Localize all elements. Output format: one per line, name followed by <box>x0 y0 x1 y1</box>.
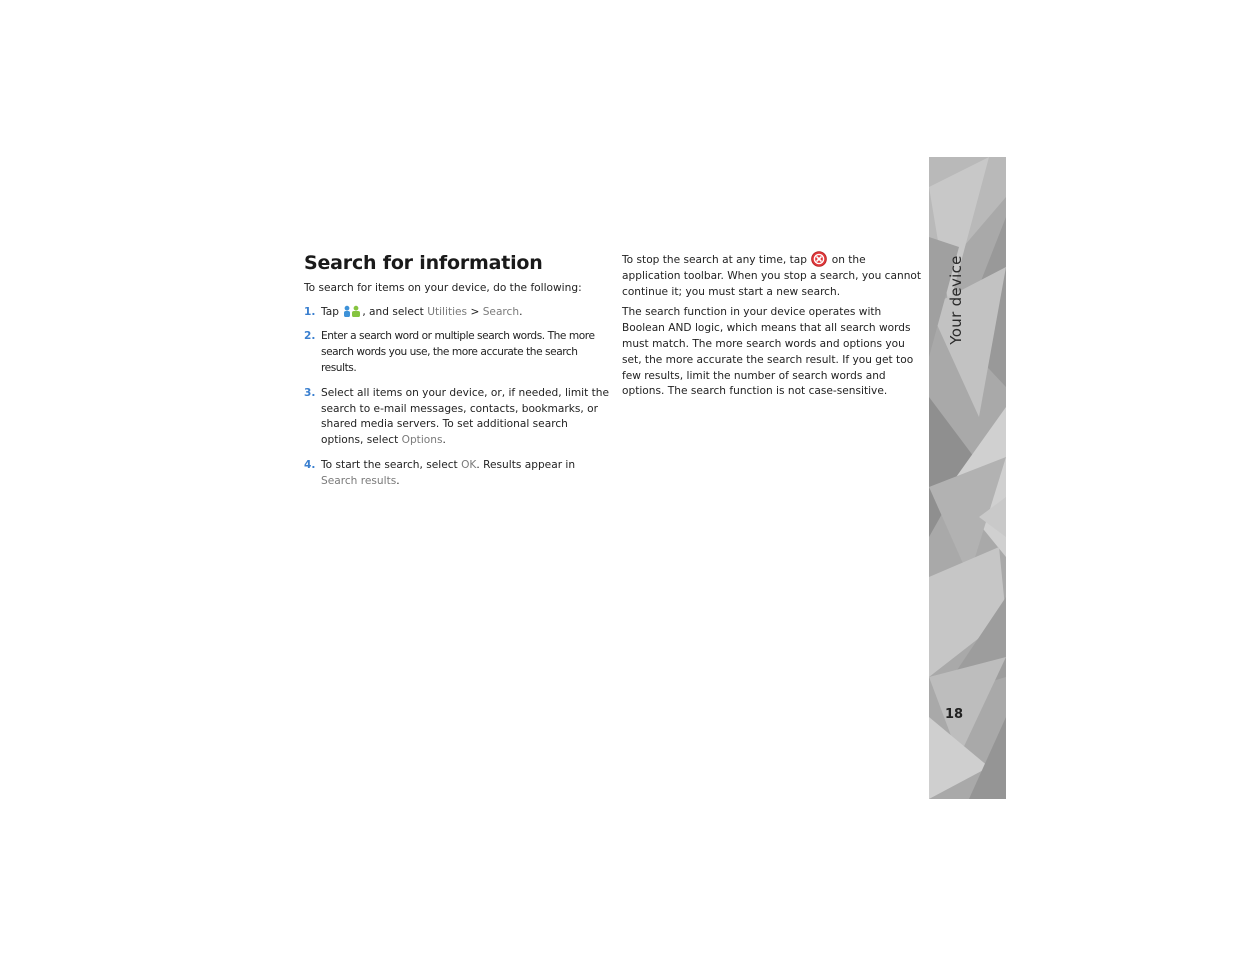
step-number: 4. <box>304 458 316 471</box>
sidebar-pattern <box>929 157 1006 799</box>
step-3: 3. Select all items on your device, or, if needed, limit the search to e-mail messages, contacts, bookmarks, or shared media servers. To set additional search options, select Options. <box>304 386 610 447</box>
steps-list <box>304 305 610 490</box>
stop-search-icon <box>811 251 827 267</box>
stop-search-paragraph: To stop the search at any time, tap on the application toolbar. When you stop a search, you cannot continue it; you must start a new search. <box>622 251 924 300</box>
step-3-text: Select all items on your device, or, if needed, limit the search to e-mail messages, contacts, bookmarks, or shared media servers. To set additional search options, select <box>321 386 610 447</box>
options-term: Options <box>401 434 443 447</box>
step-2-text: Enter a search word or multiple search words. The more search words you use, the more accurate the search results. <box>321 330 595 374</box>
step-1: 1. Tap , and select Utilities > Search. <box>304 305 610 321</box>
step-number: 1. <box>304 305 316 318</box>
step-2 <box>304 329 610 376</box>
boolean-logic-paragraph: The search function in your device operates with Boolean AND logic, which means that all search words must match. The more search words and options you set, the more accurate the search result. If you get too few results, limit the number of search words and options. The search function is not case-sensitive. <box>622 306 914 398</box>
search-results-term: Search results <box>321 474 397 487</box>
step-number: 2. <box>304 330 316 343</box>
applications-menu-icon <box>343 305 361 318</box>
utilities-term: Utilities <box>427 305 468 318</box>
left-column <box>304 250 610 499</box>
page-number: 18 <box>945 707 964 722</box>
step-1-text-a: Tap <box>321 305 343 318</box>
step-number: 3. <box>304 386 316 399</box>
step-1-text-b: , and select <box>362 305 428 318</box>
ok-term: OK <box>461 458 477 471</box>
page-title: Search for information <box>304 252 543 274</box>
chapter-sidebar <box>929 157 1006 799</box>
step-4-text: To start the search, select <box>321 458 462 471</box>
chapter-label: Your device <box>947 255 965 345</box>
step-1-separator: > <box>467 305 483 318</box>
right-column <box>622 251 924 405</box>
search-term: Search <box>482 305 520 318</box>
intro-text: To search for items on your device, do the following: <box>304 282 582 294</box>
step-4: 4. To start the search, select OK. Results appear in Search results. <box>304 458 576 487</box>
